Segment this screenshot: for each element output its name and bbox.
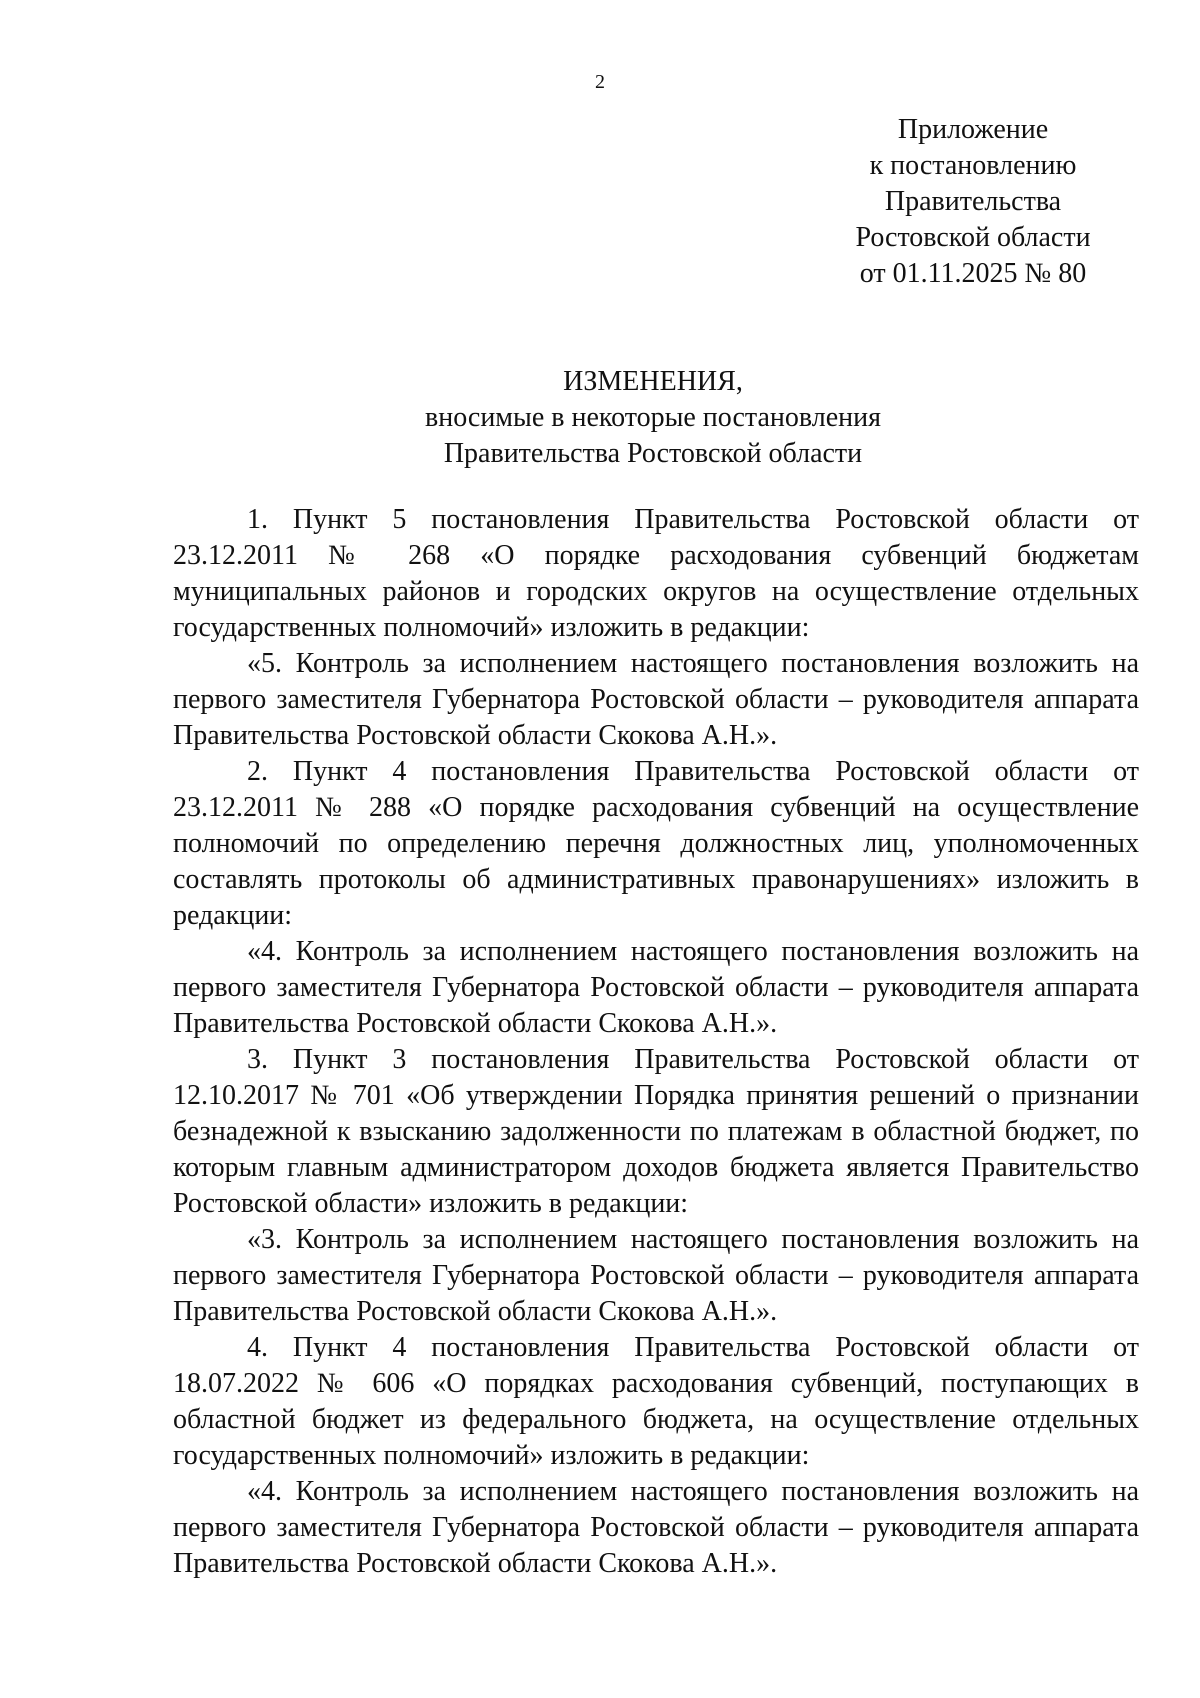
- appendix-line: к постановлению: [869, 150, 1077, 181]
- heading-title: ИЗМЕНЕНИЯ,: [563, 366, 743, 397]
- paragraph: «3. Контроль за исполнением настоящего постановления возложить на первого заместителя Губернатора Ростовской области – руководителя аппарата Правительства Ростовской области Скокова А.Н.».: [173, 1224, 1139, 1327]
- page-number: 2: [595, 71, 605, 93]
- appendix-line: Ростовской области: [855, 222, 1091, 253]
- paragraph: 2. Пункт 4 постановления Правительства Ростовской области от 23.12.2011 № 288 «О порядке расходования субвенций на осуществление полномочий по определению перечня должностных лиц, уполномоченных составлять протоколы об административных правонарушениях» изложить в редакции:: [173, 756, 1139, 931]
- paragraph: «5. Контроль за исполнением настоящего постановления возложить на первого заместителя Губернатора Ростовской области – руководителя аппарата Правительства Ростовской области Скокова А.Н.».: [173, 648, 1139, 751]
- appendix-line: Приложение: [897, 114, 1049, 145]
- paragraph: «4. Контроль за исполнением настоящего постановления возложить на первого заместителя Губернатора Ростовской области – руководителя аппарата Правительства Ростовской области Скокова А.Н.».: [173, 936, 1139, 1039]
- paragraph: 4. Пункт 4 постановления Правительства Ростовской области от 18.07.2022 № 606 «О порядках расходования субвенций, поступающих в областной бюджет из федерального бюджета, на осуществление отдельных государственных полномочий» изложить в редакции:: [173, 1332, 1139, 1471]
- paragraph: 3. Пункт 3 постановления Правительства Ростовской области от 12.10.2017 № 701 «Об утверждении Порядка принятия решений о признании безнадежной к взысканию задолженности по платежам в областной бюджет, по которым главным администратором доходов бюджета является Правительство Ростовской области» изложить в редакции:: [173, 1044, 1139, 1219]
- paragraph: «4. Контроль за исполнением настоящего постановления возложить на первого заместителя Губернатора Ростовской области – руководителя аппарата Правительства Ростовской области Скокова А.Н.».: [173, 1476, 1139, 1579]
- heading-subtitle: Правительства Ростовской области: [443, 438, 863, 469]
- appendix-line: Правительства: [884, 186, 1062, 217]
- appendix-block: [808, 112, 1138, 292]
- appendix-line: от 01.11.2025 № 80: [859, 258, 1087, 289]
- document-heading: [173, 364, 1133, 472]
- paragraph: 1. Пункт 5 постановления Правительства Ростовской области от 23.12.2011 № 268 «О порядке расходования субвенций бюджетам муниципальных районов и городских округов на осуществление отдельных государственных полномочий» изложить в редакции:: [173, 504, 1139, 643]
- document-body: [173, 502, 1139, 1582]
- heading-subtitle: вносимые в некоторые постановления: [424, 402, 882, 433]
